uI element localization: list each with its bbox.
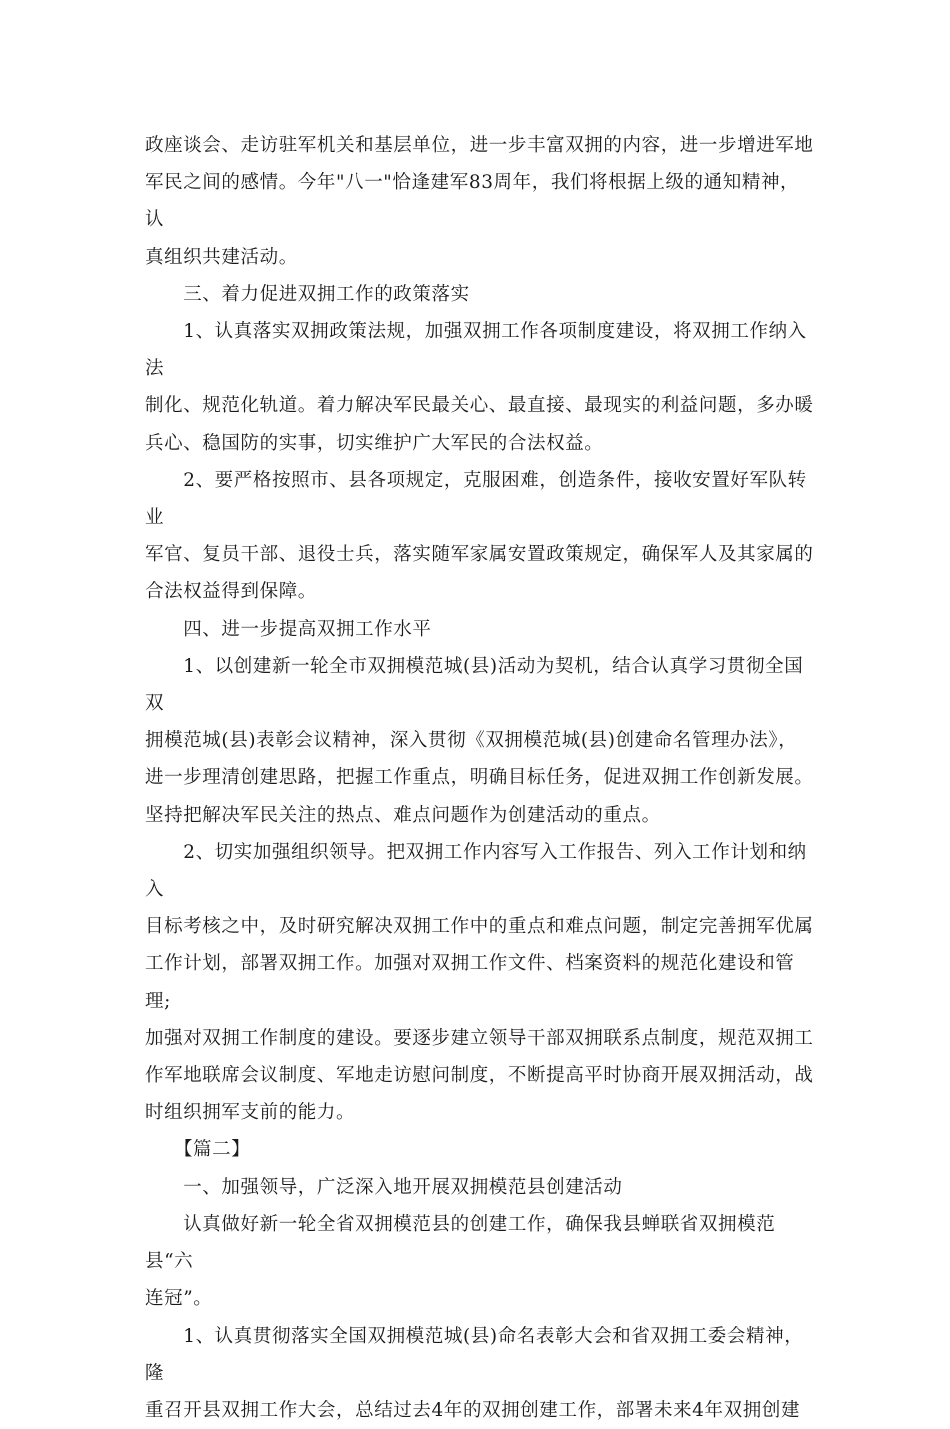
section-heading-1: 一、加强领导，广泛深入地开展双拥模范县创建活动: [145, 1169, 815, 1206]
paragraph-1-intro: 认真做好新一轮全省双拥模范县的创建工作，确保我县蝉联省双拥模范县“六 连冠”。: [145, 1206, 815, 1318]
section-heading-4: 四、进一步提高双拥工作水平: [145, 611, 815, 648]
paragraph-3-2: 2、要严格按照市、县各项规定，克服困难，创造条件，接收安置好军队转业 军官、复员干部、退役士兵，落实随军家属安置政策规定，确保军人及其家属的 合法权益得到保障。: [145, 462, 815, 611]
paragraph-4-2: 2、切实加强组织领导。把双拥工作内容写入工作报告、列入工作计划和纳入 目标考核之中，及时研究解决双拥工作中的重点和难点问题，制定完善拥军优属 工作计划，部署双拥工作。加强对双拥工作文件、档案资料的规范化建设和管理; 加强对双拥工作制度的建设。要逐步建立领导干部双拥联系点制度，规范双拥工 作军地联席会议制度、军地走访慰问制度，不断提高平时协商开展双拥活动，战 时组织拥军支前的能力。: [145, 834, 815, 1132]
document-body: [145, 127, 815, 1429]
paragraph-4-1: 1、以创建新一轮全市双拥模范城(县)活动为契机，结合认真学习贯彻全国双 拥模范城(县)表彰会议精神，深入贯彻《双拥模范城(县)创建命名管理办法》， 进一步理清创建思路，把握工作重点，明确目标任务，促进双拥工作创新发展。 坚持把解决军民关注的热点、难点问题作为创建活动的重点。: [145, 648, 815, 834]
part-two-heading: 【篇二】: [145, 1131, 815, 1168]
paragraph-3-1: 1、认真落实双拥政策法规，加强双拥工作各项制度建设，将双拥工作纳入法 制化、规范化轨道。着力解决军民最关心、最直接、最现实的利益问题，多办暖 兵心、稳国防的实事，切实维护广大军民的合法权益。: [145, 313, 815, 462]
paragraph-continuation: 政座谈会、走访驻军机关和基层单位，进一步丰富双拥的内容，进一步增进军地 军民之间的感情。今年"八一"恰逢建军83周年，我们将根据上级的通知精神，认 真组织共建活动。: [145, 127, 815, 276]
paragraph-1-1: 1、认真贯彻落实全国双拥模范城(县)命名表彰大会和省双拥工委会精神，隆 重召开县双拥工作大会，总结过去4年的双拥创建工作，部署未来4年双拥创建: [145, 1318, 815, 1429]
section-heading-3: 三、着力促进双拥工作的政策落实: [145, 276, 815, 313]
